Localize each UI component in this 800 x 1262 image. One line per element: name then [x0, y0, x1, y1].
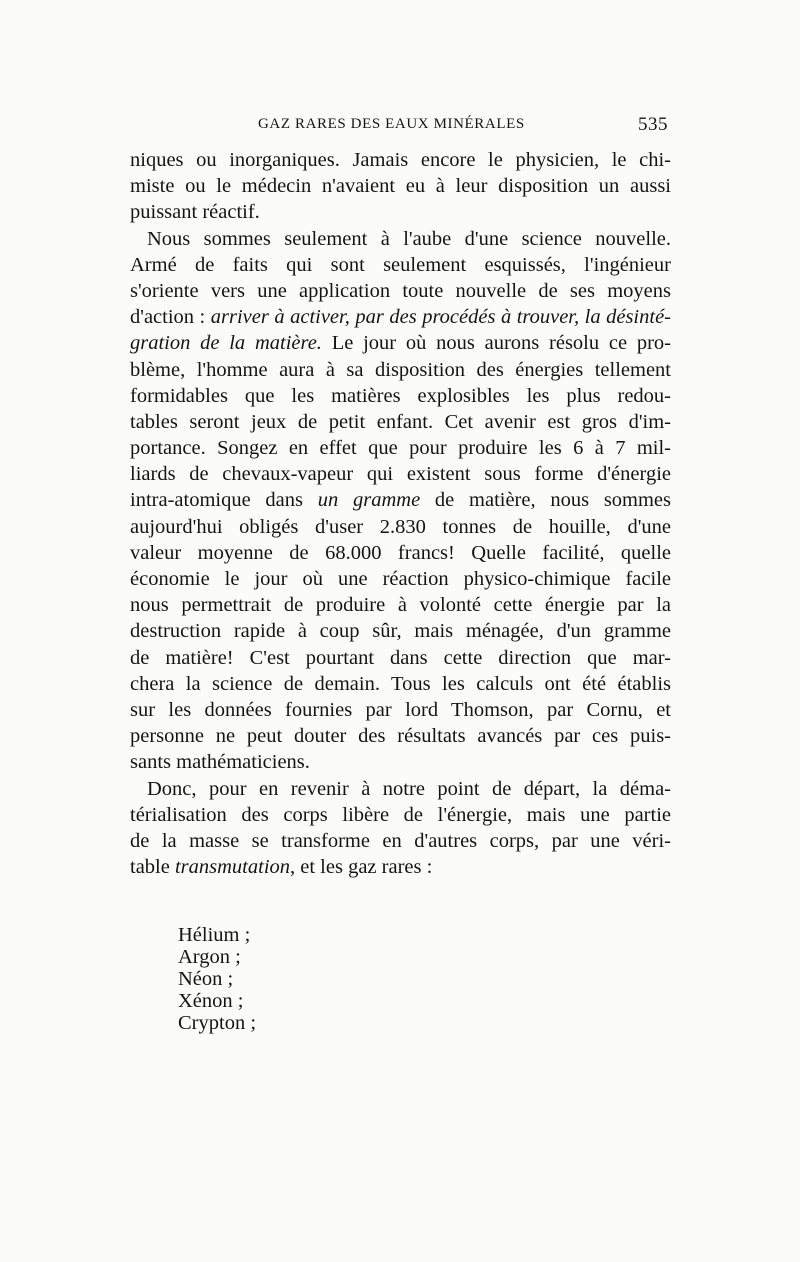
text-line: chera la science de demain. Tous les calculs ont été établis — [130, 672, 671, 695]
gas-item-neon: Néon ; — [178, 968, 234, 990]
text-line: Armé de faits qui sont seulement esquissés, l'ingénieur — [130, 253, 671, 276]
text-line: formidables que les matières explosibles les plus redou- — [130, 384, 671, 407]
text-line: Nous sommes seulement à l'aube d'une science nouvelle. — [147, 227, 671, 250]
gas-item-helium: Hélium ; — [178, 924, 251, 946]
text-line: portance. Songez en effet que pour produire les 6 à 7 mil- — [130, 437, 671, 460]
text-line: valeur moyenne de 68.000 francs! Quelle facilité, quelle — [130, 541, 671, 564]
text-line: blème, l'homme aura à sa disposition des énergies tellement — [130, 358, 671, 381]
italic-run: gration de la matière. — [130, 332, 322, 355]
text-line: miste ou le médecin n'avaient eu à leur disposition un aussi — [130, 175, 671, 198]
text-line: économie le jour où une réaction physico-chimique facile — [130, 568, 671, 590]
text-line: tables seront jeux de petit enfant. Cet avenir est gros d'im- — [130, 410, 671, 433]
gas-item-crypton: Crypton ; — [178, 1012, 257, 1034]
body-text — [130, 147, 671, 880]
italic-run: arriver à activer, par des procédés à trouver, la désinté- — [210, 306, 671, 329]
text-line: Donc, pour en revenir à notre point de départ, la déma- — [147, 777, 671, 800]
text-run: d'action : — [130, 306, 211, 329]
gas-item-xenon: Xénon ; — [178, 990, 244, 1012]
text-line: puissant réactif. — [130, 201, 260, 224]
running-head — [130, 116, 668, 138]
italic-run: un gramme — [317, 489, 421, 512]
text-line: sants mathématiciens. — [130, 751, 310, 774]
text-line: aujourd'hui obligés d'user 2.830 tonnes de houille, d'une — [130, 515, 671, 538]
text-line: sur les données fournies par lord Thomson, par Cornu, et — [130, 698, 671, 721]
text-line: nous permettrait de produire à volonté cette énergie par la — [130, 594, 671, 617]
text-line: niques ou inorganiques. Jamais encore le physicien, le chi- — [130, 149, 671, 171]
text-line: destruction rapide à coup sûr, mais ménagée, d'un gramme — [130, 620, 671, 643]
text-run: intra-atomique dans — [130, 489, 318, 512]
text-line — [130, 854, 671, 880]
gas-item-argon: Argon ; — [178, 946, 241, 968]
text-run: , et les gaz rares : — [290, 856, 433, 879]
text-line: personne ne peut douter des résultats avancés par ces puis- — [130, 725, 671, 748]
running-title: GAZ RARES DES EAUX MINÉRALES — [258, 116, 525, 132]
text-line: s'oriente vers une application toute nouvelle de ses moyens — [130, 279, 671, 302]
text-line: térialisation des corps libère de l'énergie, mais une partie — [130, 803, 671, 826]
text-run: table — [130, 856, 175, 879]
text-line — [130, 330, 671, 356]
text-line: de matière! C'est pourtant dans cette direction que mar- — [130, 646, 671, 669]
gas-list — [178, 924, 256, 1034]
text-line — [130, 487, 671, 513]
text-line: liards de chevaux-vapeur qui existent sous forme d'énergie — [130, 463, 671, 486]
text-run: Le jour où nous aurons résolu ce pro- — [321, 332, 671, 355]
page-number: 535 — [638, 114, 668, 135]
italic-run: transmutation — [174, 856, 291, 879]
text-run: de matière, nous sommes — [420, 489, 672, 512]
text-line: de la masse se transforme en d'autres corps, par une véri- — [130, 829, 671, 852]
text-line — [130, 304, 671, 330]
